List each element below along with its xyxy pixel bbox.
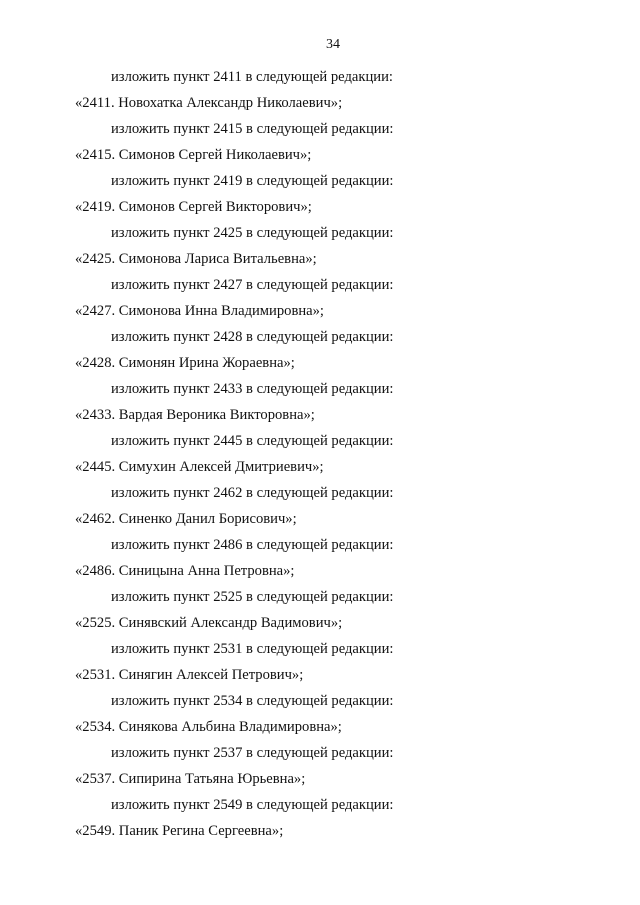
amendment-entry: «2419. Симонов Сергей Викторович»; [75, 199, 312, 215]
amendment-entry: «2534. Синякова Альбина Владимировна»; [75, 719, 342, 735]
amendment-entry: «2525. Синявский Александр Вадимович»; [75, 615, 343, 631]
amendment-instruction: изложить пункт 2534 в следующей редакции: [111, 693, 394, 709]
amendment-entry: «2537. Сипирина Татьяна Юрьевна»; [75, 771, 306, 787]
amendment-instruction: изложить пункт 2411 в следующей редакции: [111, 69, 393, 85]
amendment-instruction: изложить пункт 2531 в следующей редакции: [111, 641, 394, 657]
amendment-instruction: изложить пункт 2462 в следующей редакции: [111, 485, 394, 501]
amendment-entry: «2428. Симонян Ирина Жораевна»; [75, 355, 295, 371]
amendment-entry: «2549. Паник Регина Сергеевна»; [75, 823, 284, 839]
amendment-entry: «2433. Вардая Вероника Викторовна»; [75, 407, 315, 423]
amendment-entry: «2427. Симонова Инна Владимировна»; [75, 303, 324, 319]
amendment-entry: «2462. Синенко Данил Борисович»; [75, 511, 297, 527]
amendment-instruction: изложить пункт 2425 в следующей редакции: [111, 225, 394, 241]
amendment-instruction: изложить пункт 2525 в следующей редакции: [111, 589, 394, 605]
amendment-instruction: изложить пункт 2433 в следующей редакции: [111, 381, 394, 397]
amendment-instruction: изложить пункт 2537 в следующей редакции: [111, 745, 394, 761]
amendment-instruction: изложить пункт 2419 в следующей редакции: [111, 173, 394, 189]
page-number: 34 [326, 37, 340, 52]
amendment-instruction: изложить пункт 2428 в следующей редакции: [111, 329, 394, 345]
amendment-entry: «2486. Синицына Анна Петровна»; [75, 563, 295, 579]
amendment-entry: «2445. Симухин Алексей Дмитриевич»; [75, 459, 324, 475]
amendment-entry: «2415. Симонов Сергей Николаевич»; [75, 147, 312, 163]
amendment-entry: «2531. Синягин Алексей Петрович»; [75, 667, 304, 683]
amendment-list [0, 64, 640, 844]
amendment-instruction: изложить пункт 2445 в следующей редакции: [111, 433, 394, 449]
amendment-entry: «2425. Симонова Лариса Витальевна»; [75, 251, 317, 267]
amendment-instruction: изложить пункт 2415 в следующей редакции: [111, 121, 394, 137]
amendment-instruction: изложить пункт 2486 в следующей редакции: [111, 537, 394, 553]
amendment-instruction: изложить пункт 2427 в следующей редакции: [111, 277, 394, 293]
amendment-instruction: изложить пункт 2549 в следующей редакции: [111, 797, 394, 813]
amendment-entry: «2411. Новохатка Александр Николаевич»; [75, 95, 343, 111]
